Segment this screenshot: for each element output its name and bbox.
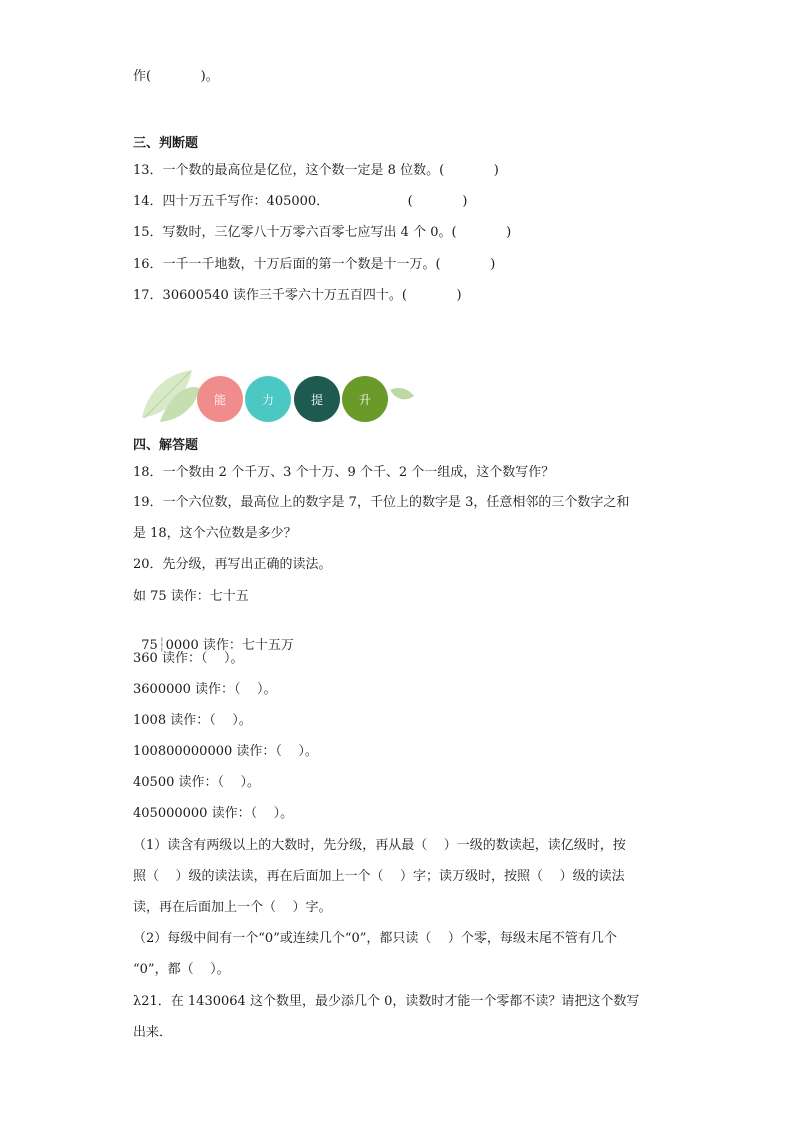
part2-line1: （2）每级中间有一个“0”或连续几个“0”，都只读（ ）个零，每级末尾不管有几个 bbox=[133, 931, 617, 946]
example-2-part2: 0000 读作：七十五万 bbox=[165, 638, 294, 653]
question-21-line2: 出来． bbox=[133, 1025, 173, 1040]
read-100800000000: 100800000000 读作：（ ）。 bbox=[133, 744, 318, 759]
read-40500: 40500 读作：（ ）。 bbox=[133, 775, 261, 790]
read-360: 360 读作：（ ）。 bbox=[133, 651, 244, 666]
badge-ti: 提 bbox=[294, 376, 340, 422]
part2-line2: “0”，都（ ）。 bbox=[133, 962, 230, 977]
badge-li: 力 bbox=[245, 376, 291, 422]
part1-line1: （1）读含有两级以上的大数时，先分级，再从最（ ）一级的数读起，读亿级时，按 bbox=[133, 838, 626, 853]
part1-line2: 照（ ）级的读法读，再在后面加上一个（ ）字；读万级时，按照（ ）级的读法 bbox=[133, 869, 625, 884]
question-16: 16．一千一千地数，十万后面的第一个数是十一万。( ) bbox=[133, 257, 496, 272]
question-14: 14．四十万五千写作：405000． ( ) bbox=[133, 194, 468, 209]
section-title-judgement: 三、判断题 bbox=[133, 136, 199, 151]
question-15: 15．写数时，三亿零八十万零六百零七应写出 4 个 0。( ) bbox=[133, 225, 512, 240]
question-17: 17．30600540 读作三千零六十万五百四十。( ) bbox=[133, 288, 462, 303]
badge-sheng: 升 bbox=[342, 376, 388, 422]
read-1008: 1008 读作：（ ）。 bbox=[133, 713, 252, 728]
fill-blank-line: 作( )。 bbox=[133, 69, 219, 84]
example-1: 如 75 读作：七十五 bbox=[133, 589, 249, 604]
question-21-line1: λ21．在 1430064 这个数里，最少添几个 0，读数时才能一个零都不读？请把这个数写 bbox=[133, 994, 640, 1009]
badge-neng: 能 bbox=[197, 376, 243, 422]
read-405000000: 405000000 读作：（ ）。 bbox=[133, 806, 294, 821]
question-19-line1: 19．一个六位数，最高位上的数字是 7，千位上的数字是 3，任意相邻的三个数字之和 bbox=[133, 495, 630, 510]
example-2-part1: 75 bbox=[141, 638, 158, 653]
level-separator: ┆ bbox=[157, 638, 166, 653]
question-13: 13．一个数的最高位是亿位，这个数一定是 8 位数。( ) bbox=[133, 163, 499, 178]
read-3600000: 3600000 读作：（ ）。 bbox=[133, 682, 277, 697]
section-title-answer: 四、解答题 bbox=[133, 438, 199, 453]
question-20: 20．先分级，再写出正确的读法。 bbox=[133, 557, 332, 572]
part1-line3: 读，再在后面加上一个（ ）字。 bbox=[133, 900, 332, 915]
question-18: 18．一个数由 2 个千万、3 个十万、9 个千、2 个一组成，这个数写作？ bbox=[133, 465, 555, 480]
question-19-line2: 是 18，这个六位数是多少？ bbox=[133, 526, 297, 541]
